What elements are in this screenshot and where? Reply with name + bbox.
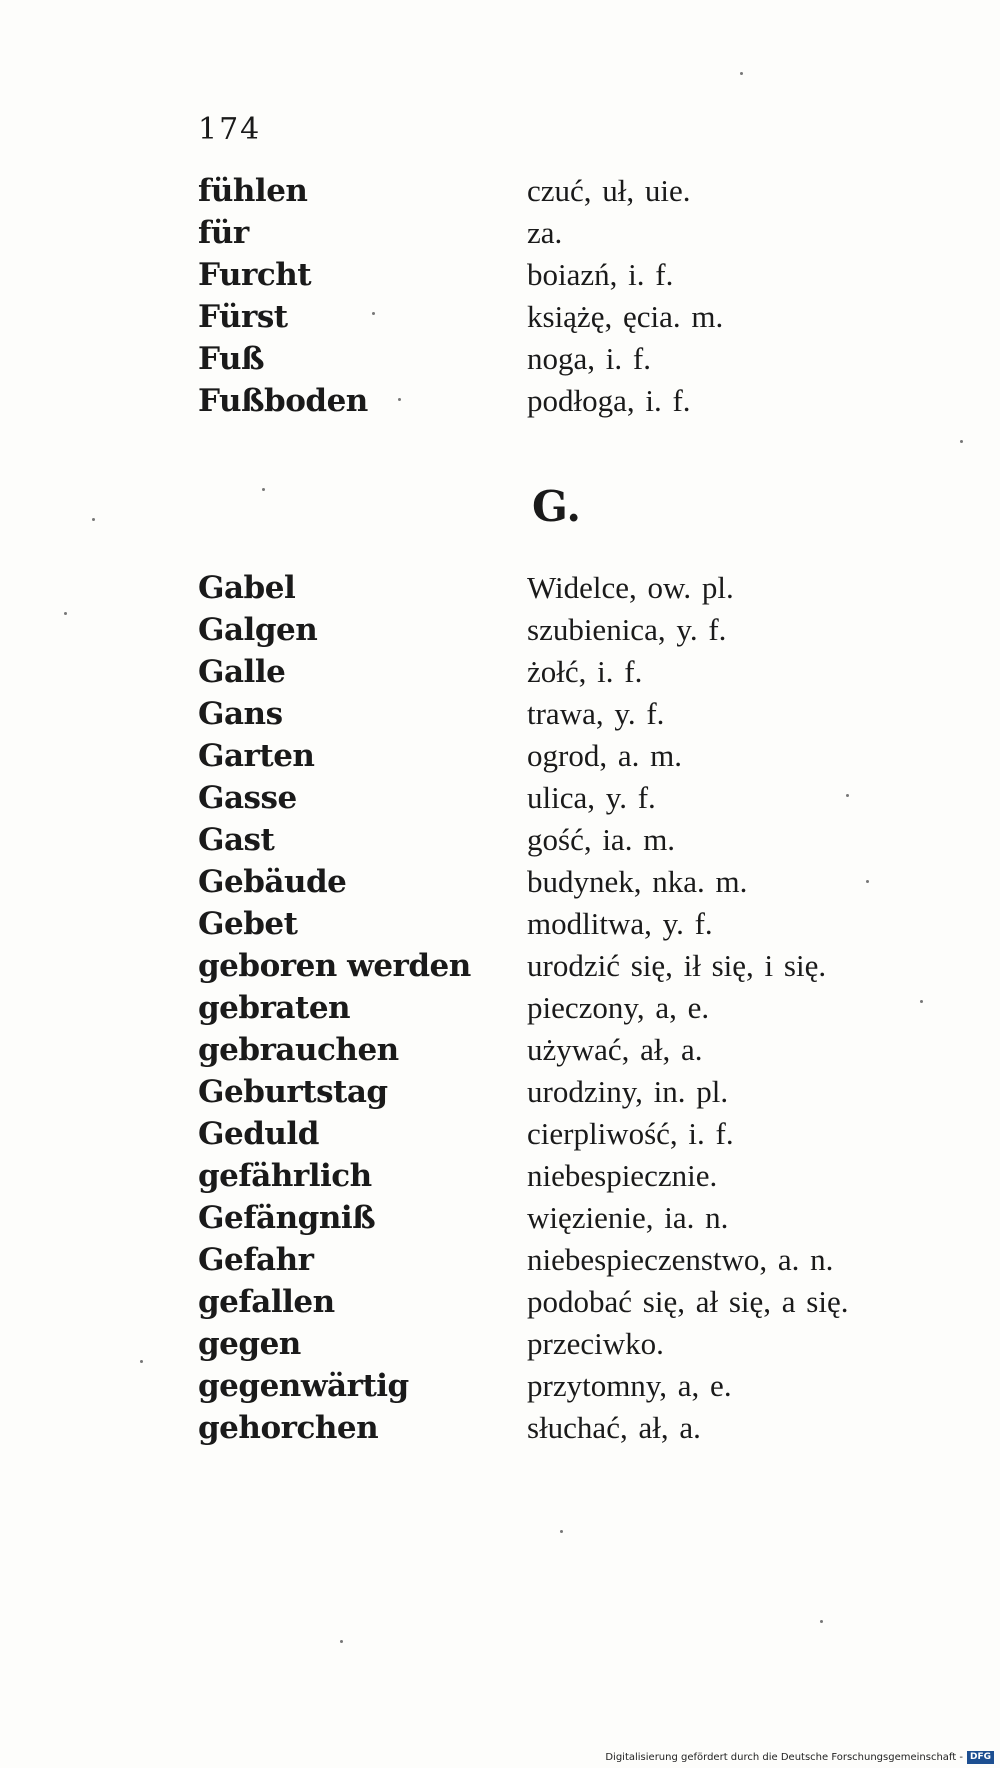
german-word: Galle <box>198 654 286 690</box>
dictionary-entry <box>0 296 1000 338</box>
german-word: Gebet <box>198 906 298 942</box>
dictionary-entry <box>0 380 1000 422</box>
dictionary-entry <box>0 861 1000 903</box>
german-word: Gasse <box>198 780 297 816</box>
polish-translation: modlitwa, y. f. <box>527 906 713 941</box>
polish-translation: więzienie, ia. n. <box>527 1200 729 1235</box>
german-word: Gefängniß <box>198 1200 376 1236</box>
polish-translation: niebespiecznie. <box>527 1158 718 1193</box>
polish-translation: niebespieczenstwo, a. n. <box>527 1242 834 1277</box>
dictionary-entry <box>0 1197 1000 1239</box>
german-word: Fuß <box>198 341 265 377</box>
dictionary-entry <box>0 1323 1000 1365</box>
polish-translation: urodziny, in. pl. <box>527 1074 729 1109</box>
german-word: Geburtstag <box>198 1074 388 1110</box>
polish-translation: przytomny, a, e. <box>527 1368 732 1403</box>
polish-translation: ulica, y. f. <box>527 780 656 815</box>
polish-translation: słuchać, ał, a. <box>527 1410 701 1445</box>
dictionary-entry <box>0 338 1000 380</box>
german-word: für <box>198 215 249 251</box>
polish-translation: książę, ęcia. m. <box>527 299 724 334</box>
german-word: Geduld <box>198 1116 319 1152</box>
dictionary-entry <box>0 1071 1000 1113</box>
german-word: Furcht <box>198 257 312 293</box>
dfg-logo: DFG <box>967 1751 994 1764</box>
polish-translation: noga, i. f. <box>527 341 651 376</box>
german-word: gegenwärtig <box>198 1368 409 1404</box>
dictionary-entry <box>0 1281 1000 1323</box>
polish-translation: podłoga, i. f. <box>527 383 691 418</box>
dictionary-entry <box>0 170 1000 212</box>
polish-translation: przeciwko. <box>527 1326 664 1361</box>
dictionary-entry <box>0 609 1000 651</box>
german-word: Fürst <box>198 299 288 335</box>
polish-translation: żołć, i. f. <box>527 654 643 689</box>
polish-translation: gość, ia. m. <box>527 822 676 857</box>
polish-translation: budynek, nka. m. <box>527 864 748 899</box>
footer-text: Digitalisierung gefördert durch die Deutsche Forschungsgemeinschaft - <box>605 1752 963 1763</box>
dictionary-entry <box>0 651 1000 693</box>
dictionary-entry <box>0 1113 1000 1155</box>
dictionary-entry <box>0 1155 1000 1197</box>
polish-translation: ogrod, a. m. <box>527 738 682 773</box>
german-word: Galgen <box>198 612 318 648</box>
dictionary-entry <box>0 254 1000 296</box>
german-word: gebraten <box>198 990 351 1026</box>
dictionary-entry <box>0 945 1000 987</box>
german-word: Garten <box>198 738 315 774</box>
dictionary-entry <box>0 735 1000 777</box>
dictionary-entry <box>0 1407 1000 1449</box>
german-word: Gefahr <box>198 1242 314 1278</box>
dictionary-entry <box>0 212 1000 254</box>
german-word: gebrauchen <box>198 1032 399 1068</box>
polish-translation: urodzić się, ił się, i się. <box>527 948 827 983</box>
german-word: Gabel <box>198 570 296 606</box>
german-word: gefallen <box>198 1284 335 1320</box>
polish-translation: podobać się, ał się, a się. <box>527 1284 849 1319</box>
digitization-footer <box>605 1751 994 1764</box>
dictionary-entry <box>0 1239 1000 1281</box>
dictionary-entry <box>0 903 1000 945</box>
polish-translation: pieczony, a, e. <box>527 990 710 1025</box>
dictionary-entry <box>0 693 1000 735</box>
polish-translation: szubienica, y. f. <box>527 612 727 647</box>
german-word: geboren werden <box>198 948 471 984</box>
section-heading: G. <box>532 482 581 531</box>
german-word: gefährlich <box>198 1158 372 1194</box>
entry-list-f <box>0 170 1000 422</box>
dictionary-entry <box>0 1029 1000 1071</box>
german-word: gehorchen <box>198 1410 379 1446</box>
german-word: gegen <box>198 1326 301 1362</box>
dictionary-entry <box>0 567 1000 609</box>
polish-translation: boiazń, i. f. <box>527 257 674 292</box>
german-word: Gast <box>198 822 275 858</box>
dictionary-entry <box>0 1365 1000 1407</box>
polish-translation: cierpliwość, i. f. <box>527 1116 734 1151</box>
polish-translation: Widelce, ow. pl. <box>527 570 734 605</box>
polish-translation: trawa, y. f. <box>527 696 665 731</box>
german-word: fühlen <box>198 173 308 209</box>
german-word: Gebäude <box>198 864 347 900</box>
dictionary-entry <box>0 987 1000 1029</box>
polish-translation: za. <box>527 215 563 250</box>
polish-translation: używać, ał, a. <box>527 1032 703 1067</box>
entry-list-g <box>0 567 1000 1449</box>
page-number: 174 <box>198 112 262 147</box>
polish-translation: czuć, uł, uie. <box>527 173 691 208</box>
german-word: Fußboden <box>198 383 368 419</box>
german-word: Gans <box>198 696 283 732</box>
dictionary-entry <box>0 819 1000 861</box>
dictionary-entry <box>0 777 1000 819</box>
